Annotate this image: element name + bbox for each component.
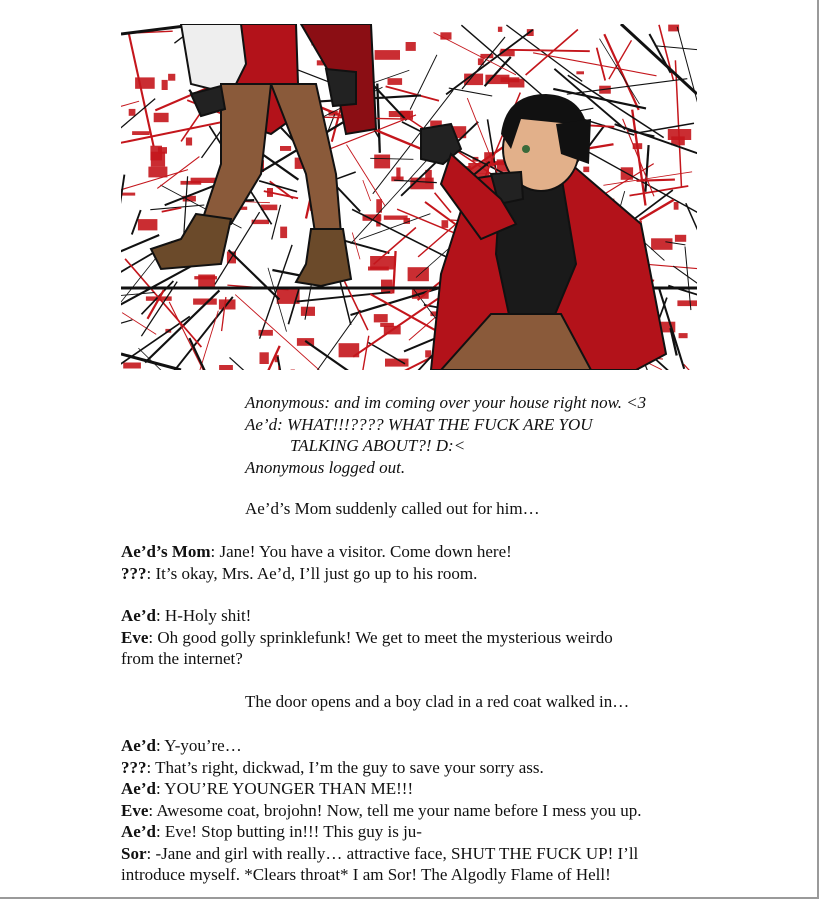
dialogue-text: : Oh good golly sprinklefunk! We get to meet the mysterious weirdo — [148, 627, 613, 647]
comic-panel-illustration — [121, 24, 697, 370]
speaker-name: Ae’d’s Mom — [121, 542, 211, 561]
narration: Ae’d’s Mom suddenly called out for him… — [245, 499, 540, 518]
speaker-name: Eve — [121, 627, 149, 647]
speaker-name: Ae’d — [121, 822, 156, 841]
dialogue-text: : That’s right, dickwad, I’m the guy to save your sorry ass. — [146, 757, 544, 777]
speaker-name: Ae’d — [121, 779, 156, 798]
dialogue-text: introduce myself. *Clears throat* I am Sor! The Algodly Flame of Hell! — [121, 865, 611, 884]
dialogue-text: : Awesome coat, brojohn! Now, tell me your name before I mess you up. — [148, 800, 642, 820]
chat-line: Ae’d: WHAT!!!???? WHAT THE FUCK ARE YOU — [245, 414, 593, 434]
dialogue-text: : Y-you’re… — [155, 736, 242, 755]
dialogue-line — [121, 864, 721, 886]
speaker-name: Ae’d — [121, 606, 156, 625]
dialogue-line — [121, 800, 721, 822]
dialogue-line — [121, 648, 721, 670]
dialogue-text: : YOU’RE YOUNGER THAN ME!!! — [155, 779, 414, 798]
speaker-name: ??? — [121, 563, 147, 583]
dialogue-line — [121, 627, 721, 649]
chat-line: Anonymous: and im coming over your house right now. <3 — [245, 393, 647, 412]
narration: The door opens and a boy clad in a red coat walked in… — [245, 692, 630, 711]
dialogue-block — [121, 605, 721, 670]
chat-line: Anonymous logged out. — [245, 457, 406, 477]
dialogue-line — [121, 541, 721, 563]
dialogue-line — [121, 843, 721, 865]
dialogue-text: : Jane! You have a visitor. Come down here! — [210, 542, 512, 561]
dialogue-block — [121, 735, 721, 886]
dialogue-line — [121, 821, 721, 843]
speaker-name: ??? — [121, 757, 147, 777]
dialogue-text: from the internet? — [121, 649, 243, 668]
dialogue-text: : Eve! Stop butting in!!! This guy is ju- — [155, 822, 422, 841]
speaker-name: Sor — [121, 843, 147, 863]
speaker-name: Ae’d — [121, 736, 156, 755]
dialogue-text: : It’s okay, Mrs. Ae’d, I’ll just go up to his room. — [146, 563, 478, 583]
dialogue-text: : -Jane and girl with really… attractive face, SHUT THE FUCK UP! I’ll — [146, 843, 639, 863]
dialogue-line — [121, 757, 721, 779]
dialogue-text: : H-Holy shit! — [155, 606, 252, 625]
dialogue-block — [121, 541, 721, 584]
dialogue-line — [121, 735, 721, 757]
dialogue-line — [121, 778, 721, 800]
speaker-name: Eve — [121, 800, 149, 820]
chat-log — [245, 392, 715, 478]
chat-line: TALKING ABOUT?! D:< — [290, 436, 466, 455]
comic-illustration — [121, 24, 697, 370]
dialogue-line — [121, 605, 721, 627]
dialogue-line — [121, 563, 721, 585]
